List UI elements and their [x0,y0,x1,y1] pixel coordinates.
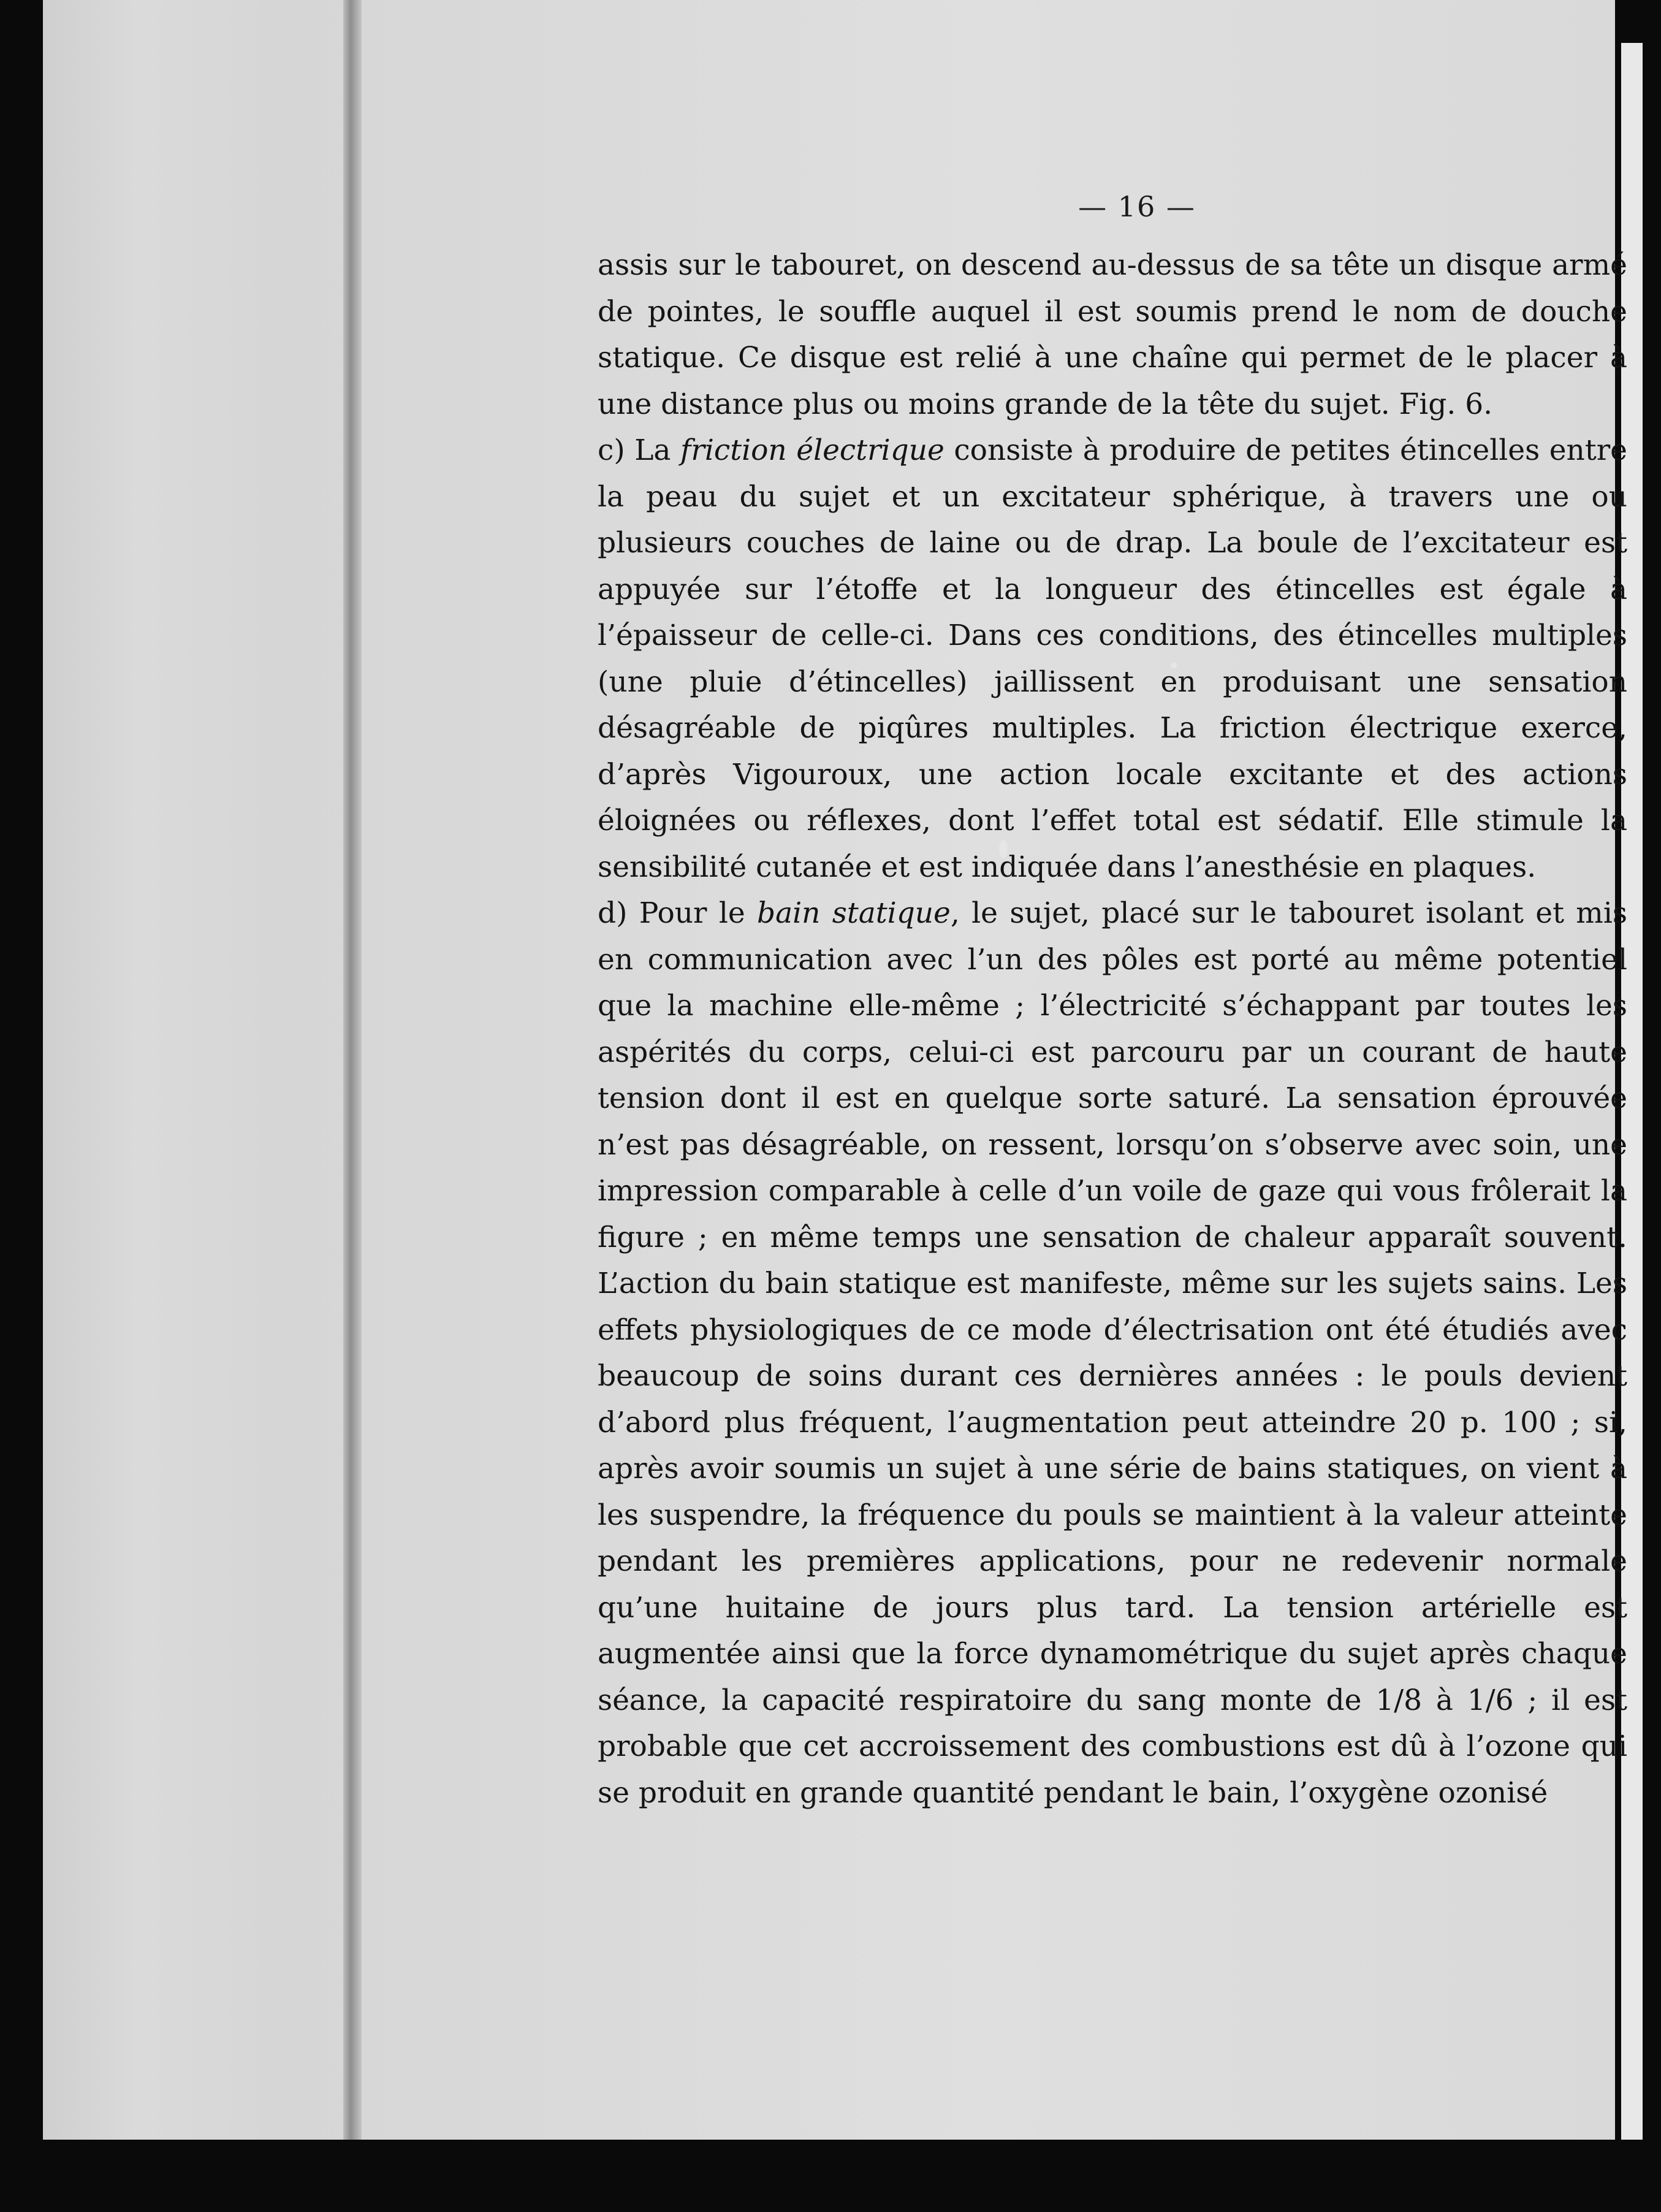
paragraph-term: bain statique [757,896,951,930]
paragraph-friction-electrique [598,427,1627,890]
body-text [598,242,1627,1816]
page-number: — 16 — [1078,190,1196,223]
paragraph-text: , le sujet, placé sur le tabouret isolant et mis en communication avec l’un des pôles est porté au même potentiel que la machine elle-même ; l’électricité s’échappant par toutes les aspérités du corps, celui-ci est parcouru par un courant de haute tension dont il est en quelque sorte saturé. La sensation éprouvée n’est pas désagréable, on ressent, lorsqu’on s’observe avec soin, une impression comparable à celle d’un voile de gaze qui vous frôlerait la figure ; en même temps une sensation de chaleur apparaît souvent. L’action du bain statique est manifeste, même sur les sujets sains. Les effets physiologiques de ce mode d’électrisation ont été étudiés avec beaucoup de soins durant ces dernières années : le pouls devient d’abord plus fréquent, l’augmentation peut atteindre 20 p. 100 ; si, après avoir soumis un sujet à une série de bains statiques, on vient à les suspendre, la fréquence du pouls se maintient à la valeur atteinte pendant les premières applications, pour ne redevenir normale qu’une huitaine de jours plus tard. La tension artérielle est augmentée ainsi que la force dynamométrique du sujet après chaque séance, la capacité respiratoire du sang monte de 1/8 à 1/6 ; il est probable que cet accroissement des combustions est dû à l’ozone qui se produit en grande quantité pendant le bain, l’oxygène ozonisé [598,896,1628,1810]
paragraph-lead: c) La [598,433,680,467]
scan-border-left [0,0,43,2212]
paragraph-bain-statique [598,890,1627,1816]
paragraph-lead: d) Pour le [598,896,758,930]
paragraph-text: assis sur le tabouret, on descend au-dessus de sa tête un disque armé de pointes, le souffle auquel il est soumis prend le nom de douche statique. Ce disque est relié à une chaîne qui permet de le placer à une distance plus ou moins grande de la tête du sujet. Fig. 6. [598,248,1627,421]
scan-border-bottom [43,2140,1615,2212]
paragraph-text: consiste à produire de petites étincelles entre la peau du sujet et un excitateur sphérique, à travers une ou plusieurs couches de laine ou de drap. La boule de l’excitateur est appuyée sur l’étoffe et la longueur des étincelles est égale à l’épaisseur de celle-ci. Dans ces conditions, des étincelles multiples (une pluie d’étincelles) jaillissent en produisant une sensation désagréable de piqûres multiples. La friction électrique exerce, d’après Vigouroux, une action locale excitante et des actions éloignées ou réflexes, dont l’effet total est sédatif. Elle stimule la sensibilité cutanée et est indiquée dans l’anesthésie en plaques. [598,433,1627,884]
paragraph-term: friction électrique [680,433,945,467]
page-fold-shadow [343,0,362,2140]
paragraph-douche-statique [598,242,1627,427]
